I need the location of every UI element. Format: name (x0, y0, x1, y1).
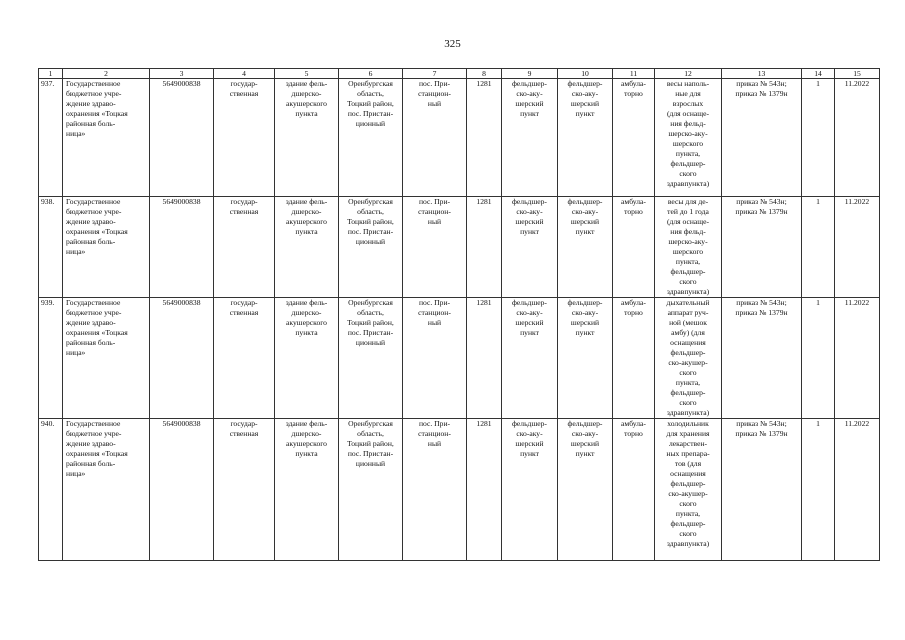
locality-cell: пос. При- станцион- ный (403, 79, 467, 197)
building-cell: здание фель- дшерско- акушерского пункта (275, 298, 339, 419)
column-number: 1 (39, 69, 63, 79)
column-number: 9 (502, 69, 558, 79)
row-number-cell: 937. (39, 79, 63, 197)
inn-cell: 5649000838 (150, 298, 214, 419)
column-number: 5 (275, 69, 339, 79)
column-number: 4 (214, 69, 275, 79)
row-number-cell: 938. (39, 197, 63, 298)
column-number-row (39, 69, 880, 79)
quantity-cell: 1 (802, 197, 835, 298)
ownership-cell: государ- ственная (214, 79, 275, 197)
date-cell: 11.2022 (835, 298, 880, 419)
column-number: 13 (722, 69, 802, 79)
care-form-cell: амбула- торно (613, 79, 655, 197)
column-number: 11 (613, 69, 655, 79)
unit-name-cell: фельдшер- ско-аку- шерский пункт (558, 419, 613, 561)
row-number-cell: 940. (39, 419, 63, 561)
unit-type-cell: фельдшер- ско-аку- шерский пункт (502, 419, 558, 561)
unit-name-cell: фельдшер- ско-аку- шерский пункт (558, 79, 613, 197)
ownership-cell: государ- ственная (214, 197, 275, 298)
column-number: 8 (467, 69, 502, 79)
quantity-cell: 1 (802, 419, 835, 561)
column-number: 10 (558, 69, 613, 79)
order-cell: приказ № 543н; приказ № 1379н (722, 79, 802, 197)
ownership-cell: государ- ственная (214, 298, 275, 419)
column-number: 6 (339, 69, 403, 79)
inn-cell: 5649000838 (150, 79, 214, 197)
address-cell: Оренбургская область, Тоцкий район, пос. Пристан- ционный (339, 197, 403, 298)
date-cell: 11.2022 (835, 79, 880, 197)
date-cell: 11.2022 (835, 197, 880, 298)
page-number: 325 (444, 38, 461, 50)
unit-name-cell: фельдшер- ско-аку- шерский пункт (558, 197, 613, 298)
row-number-cell: 939. (39, 298, 63, 419)
code-cell: 1281 (467, 419, 502, 561)
care-form-cell: амбула- торно (613, 419, 655, 561)
inn-cell: 5649000838 (150, 197, 214, 298)
ownership-cell: государ- ственная (214, 419, 275, 561)
column-number: 14 (802, 69, 835, 79)
column-number: 15 (835, 69, 880, 79)
address-cell: Оренбургская область, Тоцкий район, пос. Пристан- ционный (339, 298, 403, 419)
code-cell: 1281 (467, 298, 502, 419)
organization-cell: Государственное бюджетное учре- ждение здраво- охранения «Тоцкая районная боль- ница» (63, 298, 150, 419)
code-cell: 1281 (467, 79, 502, 197)
building-cell: здание фель- дшерско- акушерского пункта (275, 197, 339, 298)
unit-type-cell: фельдшер- ско-аку- шерский пункт (502, 298, 558, 419)
organization-cell: Государственное бюджетное учре- ждение здраво- охранения «Тоцкая районная боль- ница» (63, 419, 150, 561)
equipment-cell: весы наполь- ные для взрослых (для оснаще- ния фельд- шерско-аку- шерского пункта, фельдшер- ского здравпункта) (655, 79, 722, 197)
organization-cell: Государственное бюджетное учре- ждение здраво- охранения «Тоцкая районная боль- ница» (63, 197, 150, 298)
register-table (38, 68, 880, 561)
column-number: 12 (655, 69, 722, 79)
equipment-cell: холодильник для хранения лекарствен- ных препара- тов (для оснащения фельдшер- ско-акушер- ского пункта, фельдшер- ского здравпункта) (655, 419, 722, 561)
equipment-cell: дыхательный аппарат руч- ной (мешок амбу) (для оснащения фельдшер- ско-акушер- ского пункта, фельдшер- ского здравпункта) (655, 298, 722, 419)
locality-cell: пос. При- станцион- ный (403, 197, 467, 298)
table-row (39, 79, 880, 197)
quantity-cell: 1 (802, 79, 835, 197)
column-number: 7 (403, 69, 467, 79)
column-number: 2 (63, 69, 150, 79)
table-row (39, 419, 880, 561)
unit-type-cell: фельдшер- ско-аку- шерский пункт (502, 197, 558, 298)
order-cell: приказ № 543н; приказ № 1379н (722, 197, 802, 298)
quantity-cell: 1 (802, 298, 835, 419)
building-cell: здание фель- дшерско- акушерского пункта (275, 419, 339, 561)
building-cell: здание фель- дшерско- акушерского пункта (275, 79, 339, 197)
order-cell: приказ № 543н; приказ № 1379н (722, 419, 802, 561)
address-cell: Оренбургская область, Тоцкий район, пос. Пристан- ционный (339, 79, 403, 197)
equipment-cell: весы для де- тей до 1 года (для оснаще- ния фельд- шерско-аку- шерского пункта, фельдшер- ского здравпункта) (655, 197, 722, 298)
table-row (39, 197, 880, 298)
date-cell: 11.2022 (835, 419, 880, 561)
unit-name-cell: фельдшер- ско-аку- шерский пункт (558, 298, 613, 419)
inn-cell: 5649000838 (150, 419, 214, 561)
care-form-cell: амбула- торно (613, 298, 655, 419)
care-form-cell: амбула- торно (613, 197, 655, 298)
column-number: 3 (150, 69, 214, 79)
unit-type-cell: фельдшер- ско-аку- шерский пункт (502, 79, 558, 197)
locality-cell: пос. При- станцион- ный (403, 419, 467, 561)
address-cell: Оренбургская область, Тоцкий район, пос. Пристан- ционный (339, 419, 403, 561)
code-cell: 1281 (467, 197, 502, 298)
locality-cell: пос. При- станцион- ный (403, 298, 467, 419)
organization-cell: Государственное бюджетное учре- ждение здраво- охранения «Тоцкая районная боль- ница» (63, 79, 150, 197)
order-cell: приказ № 543н; приказ № 1379н (722, 298, 802, 419)
table-row (39, 298, 880, 419)
